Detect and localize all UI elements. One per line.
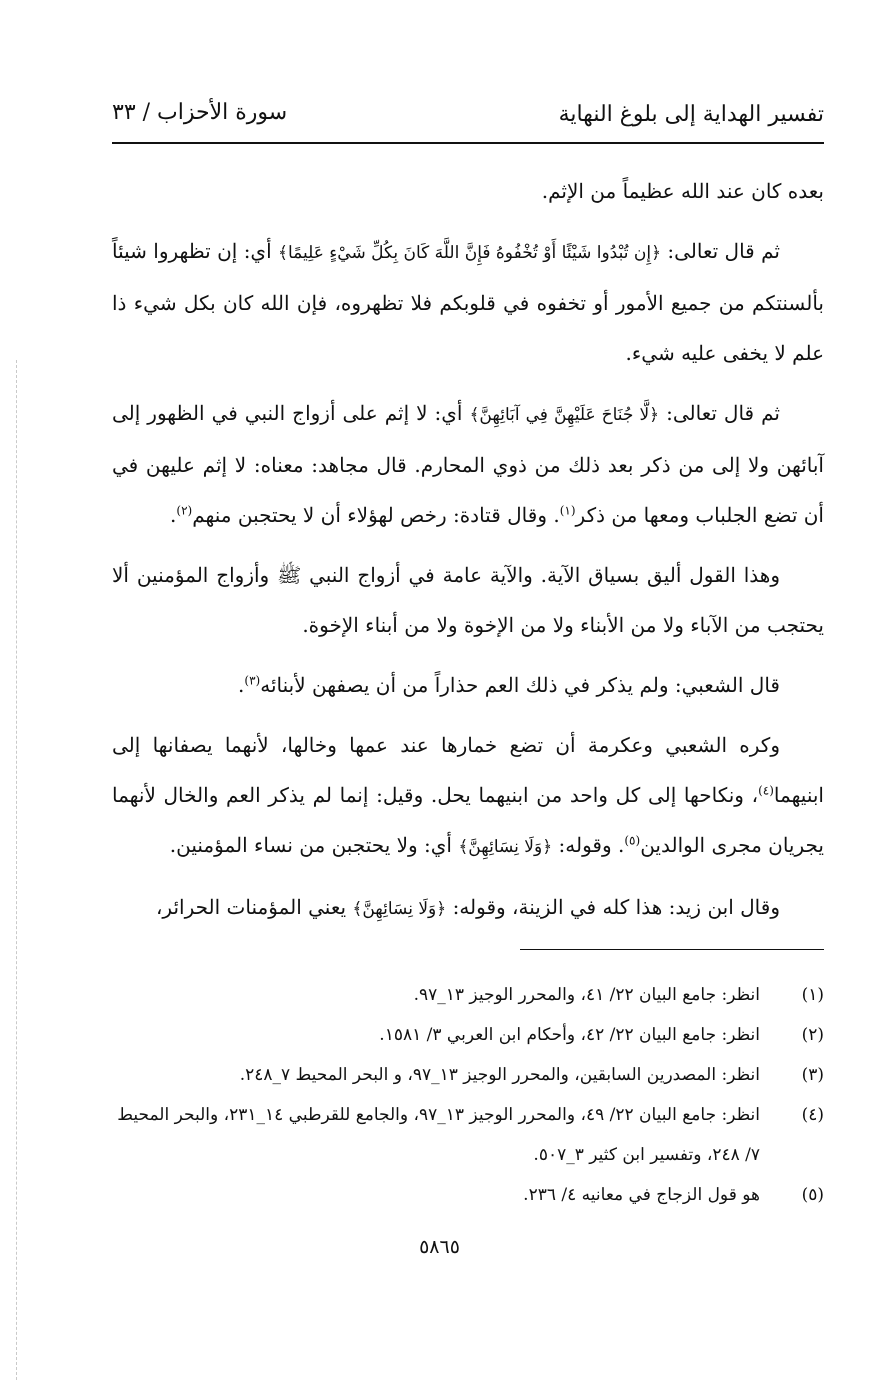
footnote-text: انظر: جامع البيان ٢٢/ ٤١، والمحرر الوجيز ١٣_٩٧.	[413, 985, 760, 1005]
paragraph-text: . وقال قتادة: رخص لهؤلاء أن لا يحتجبن منهم	[192, 503, 560, 527]
paragraph-text: ثم قال تعالى:	[661, 239, 780, 263]
paragraph-text: أي: لا إثم على أزواج النبي في الظهور إلى آبائهن ولا إلى من ذكر بعد ذلك من ذوي المحارم. قال مجاهد: معناه: لا إثم عليهن في أن تضع الجلباب ومعها من ذكر	[112, 401, 824, 527]
paragraph-text: وهذا القول أليق بسياق الآية. والآية عامة في أزواج النبي ﷺ وأزواج المؤمنين ألا يحتجب من الآباء ولا من الأبناء ولا من الإخوة ولا من أبناء الإخوة.	[112, 563, 824, 637]
paragraph-text: .	[170, 503, 177, 527]
footnote	[112, 1095, 824, 1175]
paragraph-text: ، ونكاحها إلى كل واحد من ابنيهما يحل. وقيل: إنما لم يذكر العم والخال لأنهما يجريان مجرى الوالدين	[112, 783, 824, 857]
footnote	[112, 1055, 824, 1095]
paragraph-text: . وقوله:	[552, 833, 625, 857]
paragraph-text: أي: إن تظهروا شيئاً بألسنتكم من جميع الأمور أو تخفوه في قلوبكم فلا تظهروه، فإن الله كان بكل شيء ذا علم لا يخفى عليه شيء.	[112, 239, 824, 365]
footnote-number: (١)	[801, 985, 824, 1005]
paragraph	[112, 882, 824, 934]
footnote	[112, 1015, 824, 1055]
paragraph	[112, 388, 824, 540]
quran-verse: ﴿لَّا جُنَاحَ عَلَيْهِنَّ فِي آبَائِهِنَّ﴾	[469, 405, 660, 425]
paragraph-text: بعده كان عند الله عظيماً من الإثم.	[541, 179, 824, 203]
book-title: تفسير الهداية إلى بلوغ النهاية	[558, 102, 824, 127]
page-number: ٥٨٦٥	[419, 1236, 460, 1258]
footnote-text: انظر: المصدرين السابقين، والمحرر الوجيز ١٣_٩٧، و البحر المحيط ٧_٢٤٨.	[239, 1065, 760, 1085]
footnote-reference[interactable]: (٣)	[244, 673, 261, 688]
quran-verse: ﴿إِن تُبْدُوا شَيْئًا أَوْ تُخْفُوهُ فَإِنَّ اللَّهَ كَانَ بِكُلِّ شَيْءٍ عَلِيمًا﴾	[278, 243, 662, 263]
running-header	[112, 96, 824, 140]
paragraph-text: أي: ولا يحتجبن من نساء المؤمنين.	[169, 833, 459, 857]
paragraph-text: ثم قال تعالى:	[659, 401, 780, 425]
paragraph	[112, 166, 824, 216]
paragraph-text: قال الشعبي: ولم يذكر في ذلك العم حذاراً من أن يصفهن لأبنائه	[260, 673, 780, 697]
main-text	[112, 166, 824, 944]
paragraph-text: .	[238, 673, 245, 697]
paragraph-text: وقال ابن زيد: هذا كله في الزينة، وقوله:	[446, 895, 780, 919]
footnote	[112, 1175, 824, 1215]
scan-margin-line	[16, 360, 18, 1380]
footnote-separator	[520, 949, 824, 950]
surah-page-label: سورة الأحزاب / ٣٣	[112, 100, 288, 125]
paragraph	[112, 226, 824, 378]
footnote-reference[interactable]: (٢)	[176, 503, 193, 518]
paragraph-text: يعني المؤمنات الحرائر،	[155, 895, 353, 919]
footnote-text: هو قول الزجاج في معانيه ٤/ ٢٣٦.	[523, 1185, 760, 1205]
footnote-reference[interactable]: (٤)	[758, 783, 774, 798]
paragraph	[112, 660, 824, 710]
footnote-reference[interactable]: (١)	[559, 503, 576, 518]
footnote	[112, 975, 824, 1015]
footnote-number: (٢)	[801, 1025, 824, 1045]
footnotes	[112, 975, 824, 1215]
footnote-reference[interactable]: (٥)	[624, 833, 641, 848]
quran-verse: ﴿وَلَا نِسَائِهِنَّ﴾	[458, 837, 553, 857]
paragraph-text: وكره الشعبي وعكرمة أن تضع خمارها عند عمها وخالها، لأنهما يصفانها إلى ابنيهما	[112, 733, 824, 807]
footnote-text: انظر: جامع البيان ٢٢/ ٤٢، وأحكام ابن العربي ٣/ ١٥٨١.	[379, 1025, 760, 1045]
quran-verse: ﴿وَلَا نِسَائِهِنَّ﴾	[352, 899, 447, 919]
footnote-number: (٤)	[801, 1105, 824, 1125]
paragraph	[112, 550, 824, 650]
footnote-number: (٥)	[801, 1185, 824, 1205]
footnote-number: (٣)	[801, 1065, 824, 1085]
header-rule	[112, 142, 824, 144]
footnote-text: انظر: جامع البيان ٢٢/ ٤٩، والمحرر الوجيز ١٣_٩٧، والجامع للقرطبي ١٤_٢٣١، والبحر المحيط ٧/ ٢٤٨، وتفسير ابن كثير ٣_٥٠٧.	[117, 1105, 760, 1165]
paragraph	[112, 720, 824, 872]
